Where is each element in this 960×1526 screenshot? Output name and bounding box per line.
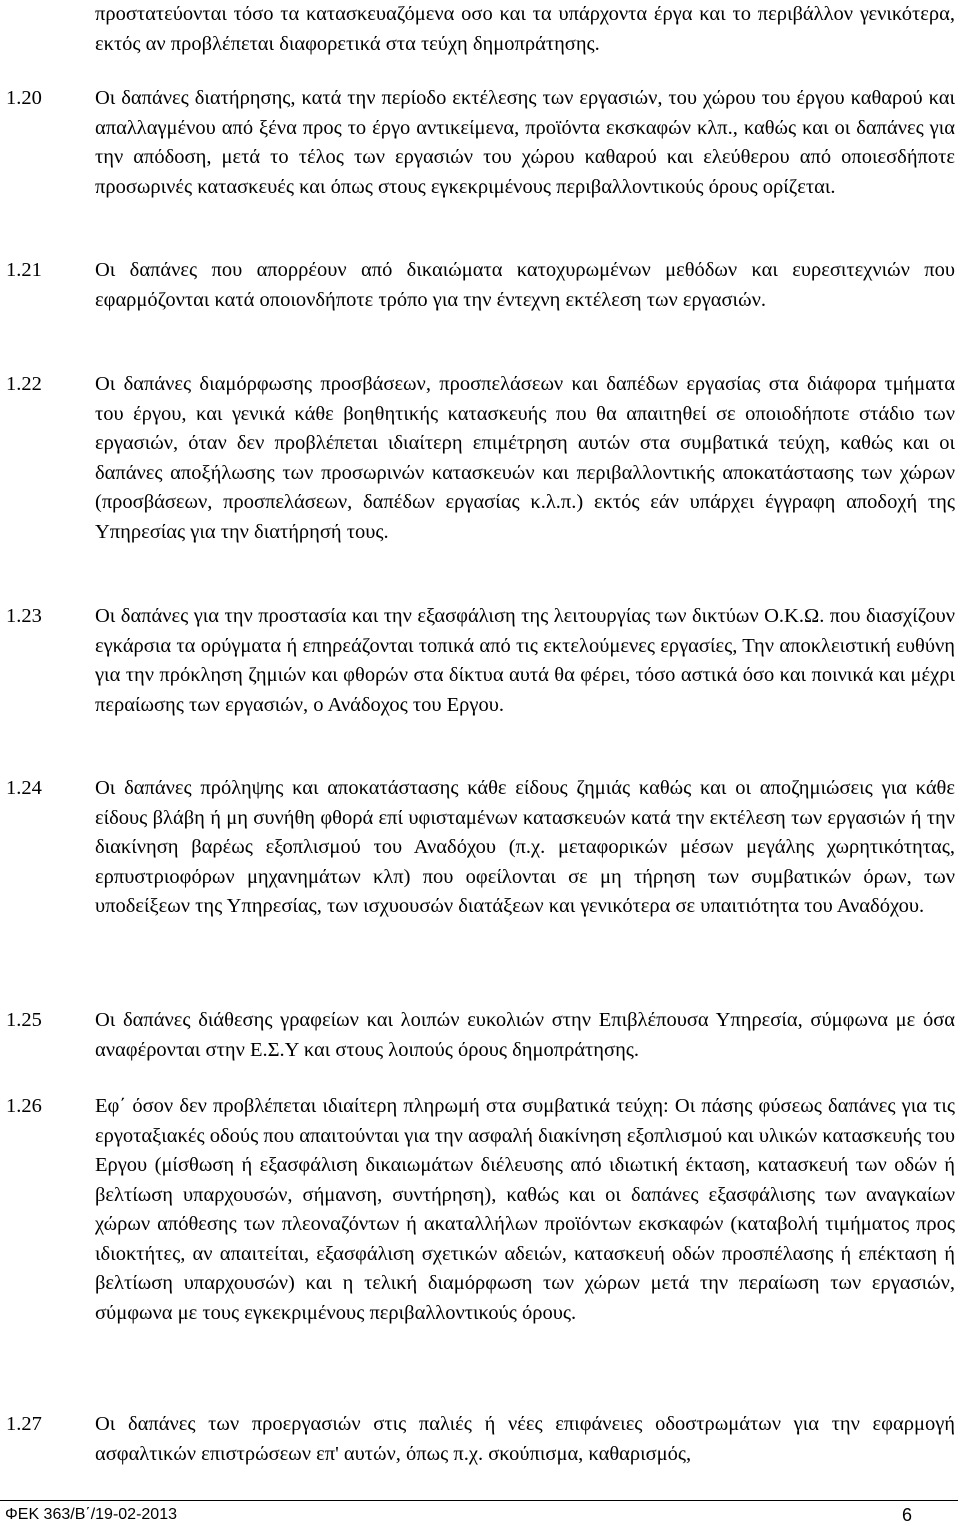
clause-number: 1.21 — [6, 259, 42, 281]
clause-number: 1.27 — [6, 1413, 42, 1435]
clause-1-26 — [0, 1092, 955, 1328]
gazette-reference: ΦΕΚ 363/Β΄/19-02-2013 — [5, 1506, 177, 1523]
clause-1-20 — [0, 84, 955, 202]
clause-1-22 — [0, 370, 955, 547]
clause-number: 1.20 — [6, 87, 42, 109]
clause-1-24 — [0, 774, 955, 922]
clause-text: Οι δαπάνες διαμόρφωσης προσβάσεων, προσπελάσεων και δαπέδων εργασίας στα διάφορα τμήματα του έργου, και γενικά κάθε βοηθητικής κατασκευής που θα απαιτηθεί σε οποιοδήποτε στάδιο των εργασιών, όταν δεν προβλέπεται ιδιαίτερη επιμέτρηση αυτών στα συμβατικά τεύχη, καθώς και οι δαπάνες αποξήλωσης των προσωρινών κατασκευών και περιβαλλοντικής αποκατάστασης των χώρων (προσβάσεων, προσπελάσεων, δαπέδων εργασίας κ.λ.π.) εκτός εάν υπάρχει έγγραφη αποδοχή της Υπηρεσίας για την διατήρησή τους. — [95, 373, 955, 543]
page-number: 6 — [901, 1505, 912, 1525]
clause-1-23 — [0, 602, 955, 720]
continued-paragraph: προστατεύονται τόσο τα κατασκευαζόμενα οσο και τα υπάρχοντα έργα και το περιβάλλον γενικότερα, εκτός αν προβλέπεται διαφορετικά στα τεύχη δημοπράτησης. — [95, 3, 955, 55]
clause-1-21 — [0, 256, 955, 315]
clause-number: 1.22 — [6, 373, 42, 395]
clause-number: 1.25 — [6, 1009, 42, 1031]
clause-text: Οι δαπάνες διάθεσης γραφείων και λοιπών ευκολιών στην Επιβλέπουσα Υπηρεσία, σύμφωνα με όσα αναφέρονται στην Ε.Σ.Υ και στους λοιπούς όρους δημοπράτησης. — [95, 1009, 955, 1061]
clause-1-27 — [0, 1410, 955, 1469]
footer-divider — [0, 1500, 958, 1501]
clause-text: Οι δαπάνες πρόληψης και αποκατάστασης κάθε είδους ζημιάς καθώς και οι αποζημιώσεις για κάθε είδους βλάβη ή μη συνήθη φθορά επί υφισταμένων κατασκευών κατά την εκτέλεση των εργασιών ή την διακίνηση βαρέως εξοπλισμού του Αναδόχου (π.χ. μεταφορικών μέσων μεγάλης χωρητικότητας, ερπυστριοφόρων μηχανημάτων κλπ) που οφείλονται σε μη τήρηση των συμβατικών όρων, των υποδείξεων της Υπηρεσίας, των ισχυουσών διατάξεων και γενικότερα σε υπαιτιότητα του Αναδόχου. — [95, 777, 955, 917]
clause-number: 1.24 — [6, 777, 42, 799]
clause-text: Οι δαπάνες των προεργασιών στις παλιές ή νέες επιφάνειες οδοστρωμάτων για την εφαρμογή ασφαλτικών επιστρώσεων επ' αυτών, όπως π.χ. σκούπισμα, καθαρισμός, — [95, 1413, 955, 1465]
clause-text: Εφ΄ όσον δεν προβλέπεται ιδιαίτερη πληρωμή στα συμβατικά τεύχη: Οι πάσης φύσεως δαπάνες για τις εργοταξιακές οδούς που απαιτούνται για την ασφαλή διακίνηση εξοπλισμού και υλικών κατασκευής του Εργου (μίσθωση ή εξασφάλιση δικαιωμάτων διέλευσης από ιδιωτική έκταση, κατασκευή των οδών ή βελτίωση υπαρχουσών, σήμανση, συντήρηση), καθώς και οι δαπάνες εξασφάλισης των αναγκαίων χώρων απόθεσης των πλεοναζόντων ή ακαταλλήλων προϊόντων εκσκαφών (καταβολή τιμήματος προς ιδιοκτήτες, αν απαιτείται, εξασφάλιση σχετικών αδειών, κατασκευή οδών προσπέλασης ή επέκταση ή βελτίωση υπαρχουσών) και η τελική διαμόρφωση των χώρων μετά την περαίωση των εργασιών, σύμφωνα με τους εγκεκριμένους περιβαλλοντικούς όρους. — [95, 1095, 955, 1324]
clause-1-25 — [0, 1006, 955, 1065]
clause-text: Οι δαπάνες που απορρέουν από δικαιώματα κατοχυρωμένων μεθόδων και ευρεσιτεχνιών που εφαρμόζονται κατά οποιονδήποτε τρόπο για την έντεχνη εκτέλεση των εργασιών. — [95, 259, 955, 311]
clause-number: 1.23 — [6, 605, 42, 627]
clause-text: Οι δαπάνες για την προστασία και την εξασφάλιση της λειτουργίας των δικτύων Ο.Κ.Ω. που διασχίζουν εγκάρσια τα ορύγματα ή επηρεάζονται τοπικά από τις εκτελούμενες εργασίες, Την αποκλειστική ευθύνη για την πρόκληση ζημιών και φθορών στα δίκτυα αυτά θα φέρει, τόσο αστικά όσο και ποινικά και μέχρι περαίωσης των εργασιών, ο Ανάδοχος του Εργου. — [95, 605, 955, 716]
clause-number: 1.26 — [6, 1095, 42, 1117]
clause-text: Οι δαπάνες διατήρησης, κατά την περίοδο εκτέλεσης των εργασιών, του χώρου του έργου καθαρού και απαλλαγμένου από ξένα προς το έργο αντικείμενα, προϊόντα εκσκαφών κλπ., καθώς και οι δαπάνες για την απόδοση, μετά το τέλος των εργασιών του χώρου καθαρού και ελεύθερου από οποιεσδήποτε προσωρινές κατασκευές και όπως στους εγκεκριμένους περιβαλλοντικούς όρους ορίζεται. — [95, 87, 955, 198]
